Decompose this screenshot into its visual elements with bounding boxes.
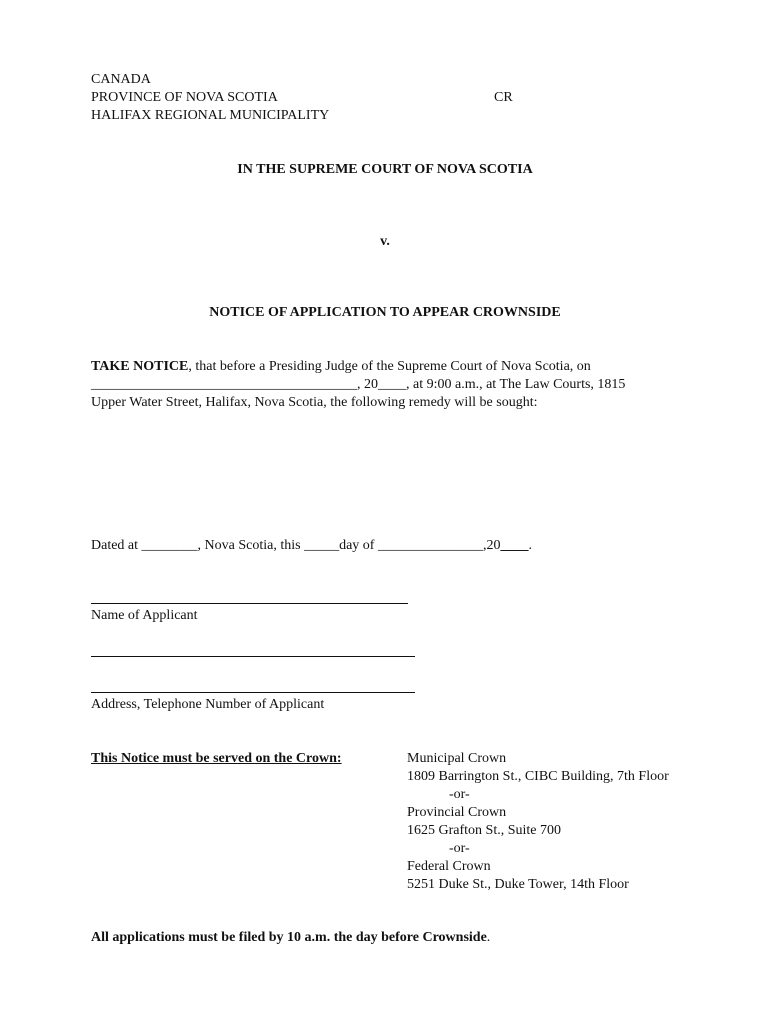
header-code: CR <box>494 90 513 105</box>
applicant-name-line <box>91 603 408 604</box>
header-province: PROVINCE OF NOVA SCOTIA <box>91 90 278 105</box>
municipal-crown-name: Municipal Crown <box>407 751 507 766</box>
provincial-crown-name: Provincial Crown <box>407 805 507 820</box>
take-notice-lead: TAKE NOTICE <box>91 359 189 374</box>
footer-period: . <box>486 930 491 945</box>
court-title: IN THE SUPREME COURT OF NOVA SCOTIA <box>237 162 533 177</box>
notice-title: NOTICE OF APPLICATION TO APPEAR CROWNSIDE <box>209 305 561 320</box>
applicant-address-label: Address, Telephone Number of Applicant <box>91 697 325 712</box>
or-separator-1 <box>449 786 470 804</box>
take-notice-line-3: Upper Water Street, Halifax, Nova Scotia, the following remedy will be sought: <box>91 395 538 410</box>
provincial-crown-address: 1625 Grafton St., Suite 700 <box>407 823 561 838</box>
federal-crown-address: 5251 Duke St., Duke Tower, 14th Floor <box>407 877 629 892</box>
footer-note <box>91 929 490 947</box>
or-separator-2-text: -or- <box>449 841 470 856</box>
federal-crown-name: Federal Crown <box>407 859 491 874</box>
service-label: This Notice must be served on the Crown: <box>91 751 342 766</box>
or-separator-2 <box>449 840 470 858</box>
applicant-extra-line <box>91 656 415 657</box>
applicant-address-line <box>91 692 415 693</box>
take-notice-line-1-rest: , that before a Presiding Judge of the Supreme Court of Nova Scotia, on <box>188 359 591 374</box>
or-separator-1-text: -or- <box>449 787 470 802</box>
dated-suffix: . <box>528 538 532 553</box>
take-notice-line-1 <box>91 358 591 376</box>
header-municipality: HALIFAX REGIONAL MUNICIPALITY <box>91 108 330 123</box>
take-notice-line-2: ______________________________________, 20____, at 9:00 a.m., at The Law Courts, 1815 <box>91 377 626 392</box>
dated-prefix: Dated at ________, Nova Scotia, this _____day of _______________,20 <box>91 538 501 553</box>
municipal-crown-address: 1809 Barrington St., CIBC Building, 7th Floor <box>407 769 669 784</box>
footer-text: All applications must be filed by 10 a.m. the day before Crownside <box>91 930 487 945</box>
versus: v. <box>380 234 390 249</box>
header-country: CANADA <box>91 72 151 87</box>
applicant-name-label: Name of Applicant <box>91 608 198 623</box>
dated-year-blank: ____ <box>500 538 529 553</box>
dated-line <box>91 537 532 555</box>
